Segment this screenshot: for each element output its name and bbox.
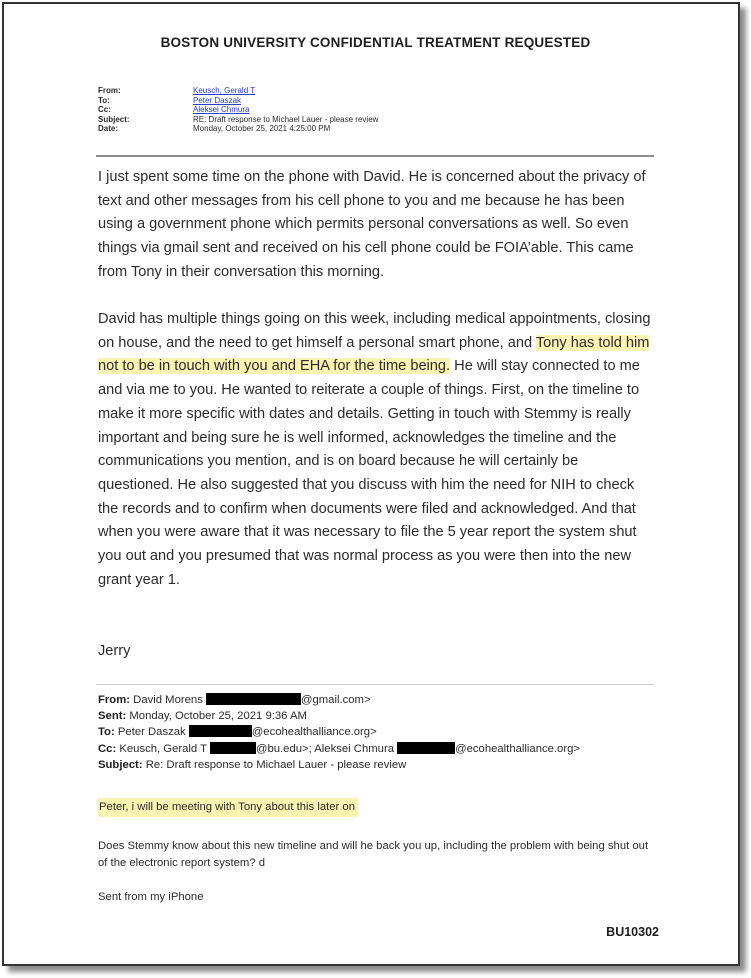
fwd-to-label: To:: [98, 726, 115, 739]
redaction-box: [210, 742, 256, 754]
from-link[interactable]: Keusch, Gerald T: [193, 86, 256, 95]
fwd-cc-domain-2: @ecohealthalliance.org>: [455, 742, 580, 755]
to-label: To:: [98, 95, 110, 105]
fwd-from-domain: @gmail.com>: [301, 694, 371, 706]
fwd-to-row: [98, 724, 580, 740]
paragraph-1-text: I just spent some time on the phone with David. He is concerned about the privacy of text and other messages from his cell phone to you and me because he has been using a government phone which permits personal conversations as well. So even things via gmail sent and received on his cell phone could be FOIA’able. This came from Tony in their conversation this morning.: [98, 169, 646, 280]
from-label: From:: [98, 86, 121, 95]
fwd-cc-domain-1: @bu.edu>; Aleksei Chmura: [255, 742, 394, 755]
fwd-cc-label: Cc:: [98, 742, 117, 755]
sent-from-iphone: Sent from my iPhone: [98, 891, 204, 903]
to-link[interactable]: Peter Daszak: [193, 95, 242, 105]
date-label: Date:: [98, 124, 119, 134]
subject-label: Subject:: [98, 114, 130, 124]
fwd-from-label: From:: [98, 694, 131, 706]
redaction-box: [397, 742, 455, 754]
email-header: [98, 86, 378, 134]
fwd-to-domain: @ecohealthalliance.org>: [251, 726, 377, 739]
fwd-sent-label: Sent:: [98, 710, 127, 723]
date-value: Monday, October 25, 2021 4:25:00 PM: [193, 124, 331, 134]
confidential-header: BOSTON UNIVERSITY CONFIDENTIAL TREATMENT REQUESTED: [160, 35, 591, 50]
paragraph-2-text: [98, 308, 656, 592]
forwarded-header: [98, 692, 580, 773]
redaction-box: [206, 693, 301, 705]
fwd-cc-name: Keusch, Gerald T: [119, 742, 207, 755]
fwd-from-row: [98, 692, 580, 708]
header-divider: [96, 155, 654, 157]
bates-number: BU10302: [606, 925, 659, 939]
fwd-sent-row: [98, 708, 580, 724]
highlighted-reply-line: Peter, i will be meeting with Tony about this later on: [98, 798, 358, 817]
fwd-from-name: David Morens: [133, 694, 203, 706]
signature: Jerry: [98, 643, 131, 659]
fwd-sent-value: Monday, October 25, 2021 9:36 AM: [129, 710, 307, 723]
fwd-subject-value: Re: Draft response to Michael Lauer - please review: [145, 758, 407, 771]
body-paragraph-1: [98, 166, 656, 285]
cc-label: Cc:: [98, 105, 111, 115]
redaction-box: [189, 725, 252, 737]
fwd-cc-row: [98, 741, 580, 757]
reply-question: Does Stemmy know about this new timeline and will he back you up, including the problem with being shut out of the electronic report system? d: [98, 840, 649, 869]
fwd-subject-label: Subject:: [98, 758, 143, 771]
body-paragraph-2: [98, 308, 656, 592]
paragraph-2-rest: He will stay connected to me and via me to you. He wanted to reiterate a couple of things. First, on the timeline to make it more specific with dates and details. Getting in touch with Stemmy is really important and being sure he is well informed, acknowledges the timeline and the communications you mention, and is on board because he will certainly be questioned. He also suggested that you discuss with him the need for NIH to check the records and to confirm when documents were filed and acknowledged. And that when you were aware that it was necessary to file the 5 year report the system shut you out and you presumed that was normal process as you were then into the new grant year 1.: [98, 358, 640, 588]
cc-link[interactable]: Aleksei Chmura: [193, 105, 250, 115]
fwd-subject-row: [98, 757, 580, 773]
fwd-to-name: Peter Daszak: [117, 726, 186, 739]
highlighted-sentence: Tony has told him not to be in touch with you and EHA for the time being.: [98, 334, 650, 375]
paragraph-2-lead: David has multiple things going on this week, including medical appointments, closing on house, and the need to get himself a personal smart phone, and: [98, 311, 651, 351]
forward-divider: [96, 684, 654, 685]
subject-value: RE: Draft response to Michael Lauer - please review: [193, 114, 379, 124]
